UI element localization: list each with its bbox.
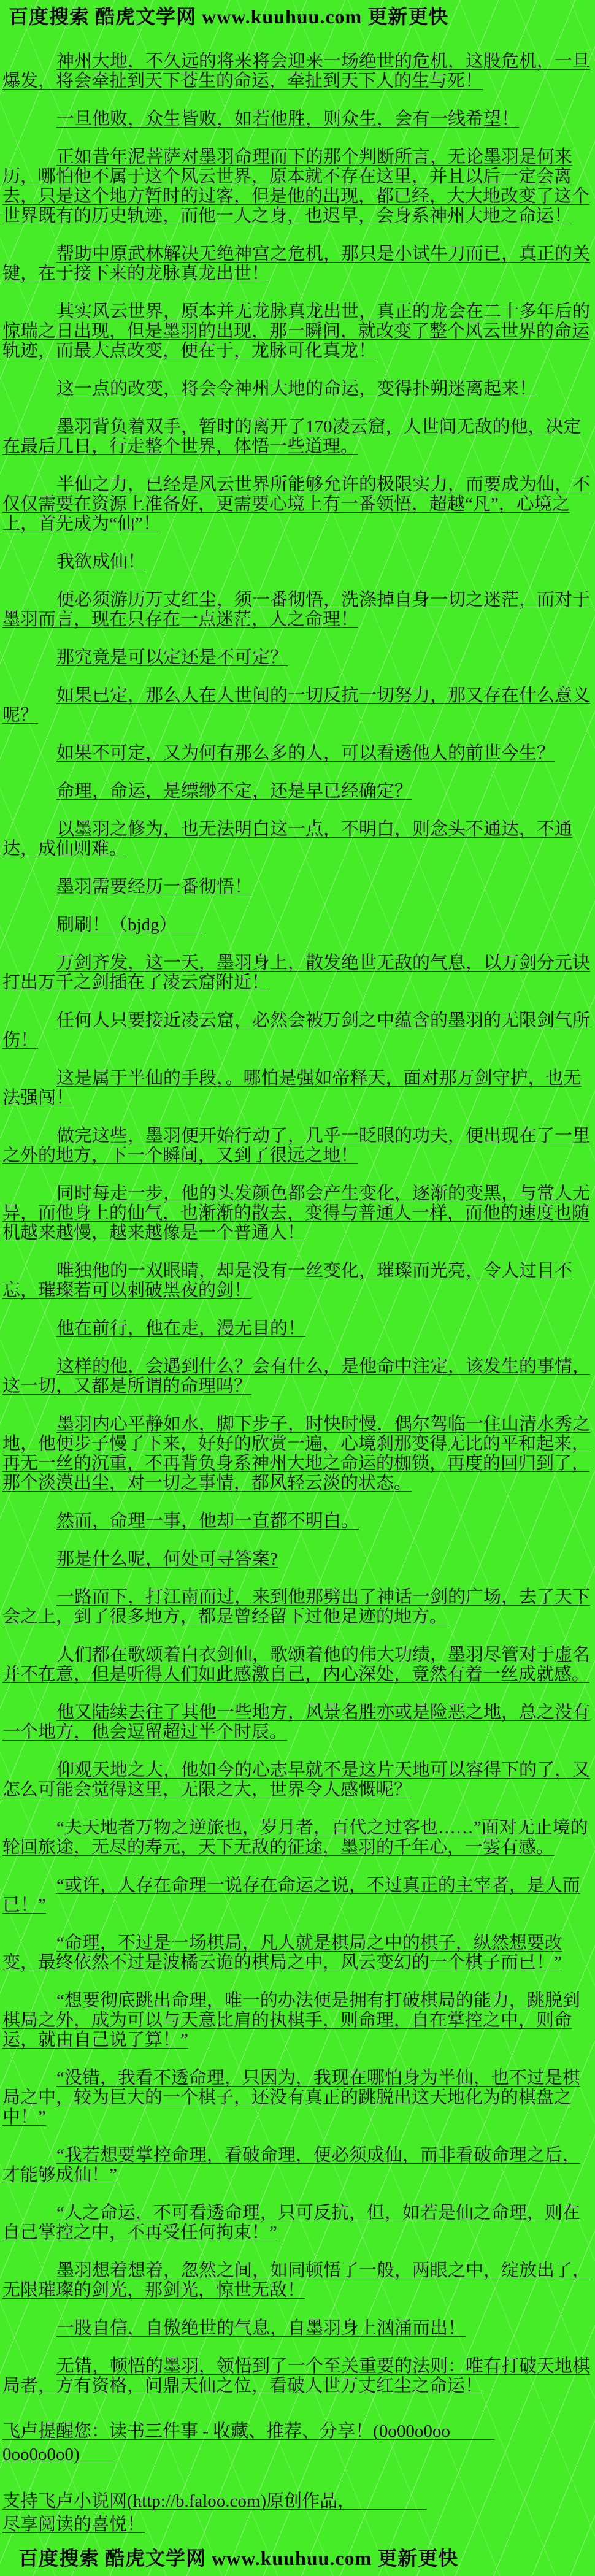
novel-paragraph: 仰观天地之大，他如今的心志早就不是这片天地可以容得下的了，又怎么可能会觉得这里，无限之大，世界令人感慨呢？ — [2, 1760, 591, 1800]
novel-paragraph: “命理，不过是一场棋局，凡人就是棋局之中的棋子，纵然想要改变，最终依然不过是波橘云诡的棋局之中，风云变幻的一个棋子而已！” — [2, 1933, 562, 1972]
novel-paragraph: “想要彻底跳出命理，唯一的办法便是拥有打破棋局的能力，跳脱到棋局之外，成为可以与天意比肩的执棋手，则命理，自在掌控之中，则命运，就由自己说了算！” — [2, 1991, 580, 2050]
novel-paragraph: 一股自信，自傲绝世的气息，自墨羽身上汹涌而出！ — [56, 2318, 466, 2338]
novel-paragraph: 如果不可定，又为何有那么多的人，可以看透他人的前世今生？ — [56, 743, 555, 763]
novel-paragraph: 这是属于半仙的手段，。哪怕是强如帝释天，面对那万剑守护，也无法强闯！ — [2, 1068, 582, 1108]
novel-paragraph: 这一点的改变，将会令神州大地的命运，变得扑朔迷离起来！ — [56, 379, 537, 399]
novel-paragraph: 命理，命运，是缥缈不定，还是早已经确定？ — [56, 781, 413, 801]
novel-paragraph: 神州大地，不久远的将来将会迎来一场绝世的危机，这股危机，一旦爆发，将会牵扯到天下苍生的命运，牵扯到天下人的生与死！ — [2, 52, 591, 91]
novel-paragraph: 无错，顿悟的墨羽，领悟到了一个至关重要的法则：唯有打破天地棋局者，方有资格，问鼎天仙之位，看破人世万丈红尘之命运！ — [2, 2356, 591, 2396]
novel-paragraph: “人之命运，不可看透命理，只可反抗，但，如若是仙之命理，则在自己掌控之中，不再受任何拘束！” — [2, 2203, 580, 2242]
novel-paragraph: 墨羽背负着双手，暂时的离开了170凌云窟，人世间无敌的他，决定在最后几日，行走整个世界，体悟一些道理。 — [2, 417, 582, 456]
faloo-reminder — [0, 2421, 595, 2464]
novel-paragraph: 便必须游历万丈红尘，须一番彻悟，洗涤掉自身一切之迷茫，而对于墨羽而言，现在只存在一点迷茫，人之命理！ — [2, 590, 591, 629]
novel-paragraph: 其实风云世界，原本并无龙脉真龙出世，真正的龙会在二十多年后的惊瑞之日出现，但是墨羽的出现，那一瞬间，就改变了整个风云世界的命运轨迹，而最大点改变，便在于，龙脉可化真龙！ — [2, 302, 591, 361]
novel-paragraph: 帮助中原武林解决无绝神宫之危机，那只是小试牛刀而已，真正的关键，在于接下来的龙脉真龙出世！ — [2, 244, 591, 283]
novel-paragraph: “没错，我看不透命理，只因为，我现在哪怕身为半仙，也不过是棋局之中，较为巨大的一个棋子，还没有真正的跳脱出这天地化为的棋盘之中！” — [2, 2068, 580, 2127]
support-line: 尽享阅读的喜悦！ — [2, 2515, 145, 2534]
novel-paragraph: 如果已定，那么人在人世间的一切反抗一切努力，那又存在什么意义呢？ — [2, 686, 591, 725]
novel-paragraph: 刷刷！（bjdg） — [56, 915, 204, 935]
novel-paragraph: 任何人只要接近凌云窟，必然会被万剑之中蕴含的墨羽的无限剑气所伤！ — [2, 1011, 591, 1050]
novel-paragraph: 那是什么呢，何处可寻答案? — [56, 1549, 278, 1569]
novel-paragraph: 他又陆续去往了其他一些地方，风景名胜亦或是险恶之地，总之没有一个地方，他会逗留超过半个时辰。 — [2, 1703, 591, 1742]
novel-paragraph: 他在前行，他在走，漫无目的！ — [56, 1319, 306, 1338]
site-banner-bottom: 百度搜索 酷虎文学网 www.kuuhuu.com 更新更快 — [18, 2547, 459, 2569]
novel-paragraph: 墨羽想着想着，忽然之间，如同顿悟了一般，两眼之中，绽放出了，无限璀璨的剑光，那剑光，惊世无敌！ — [2, 2261, 591, 2300]
novel-paragraph: 然而，命理一事，他却一直都不明白。 — [56, 1511, 359, 1531]
novel-paragraph: 墨羽需要经历一番彻悟！ — [56, 877, 253, 897]
novel-paragraph: “夫天地者万物之逆旅也，岁月者，百代之过客也……”面对无止境的轮回旅途，无尽的寿元，天下无敌的征途，墨羽的千年心，一霎有感。 — [2, 1818, 588, 1857]
faloo-support-note — [0, 2491, 595, 2534]
novel-paragraph: 半仙之力，已经是风云世界所能够允许的极限实力，而要成为仙，不仅仅需要在资源上准备好，更需要心境上有一番领悟，超越“凡”，心境之上，首先成为“仙”！ — [2, 475, 591, 534]
reminder-line: 飞卢提醒您：读书三件事 - 收藏、推荐、分享！(0o00o0oo — [2, 2421, 495, 2441]
novel-paragraph: 同时每走一步，他的头发颜色都会产生变化，逐渐的变黑，与常人无异，而他身上的仙气，也渐渐的散去，变得与普通人一样，而他的速度也随机越来越慢，越来越像是一个普通人！ — [2, 1184, 591, 1243]
novel-paragraph: “我若想要掌控命理，看破命理，便必须成仙，而非看破命理之后，才能够成仙！” — [2, 2145, 580, 2185]
novel-paragraph: 一旦他败，众生皆败，如若他胜，则众生，会有一线希望！ — [56, 109, 520, 129]
site-banner-top: 百度搜索 酷虎文学网 www.kuuhuu.com 更新更快 — [9, 6, 449, 28]
novel-paragraph: 正如昔年泥菩萨对墨羽命理而下的那个判断所言，无论墨羽是何来历，哪怕他不属于这个风云世界，原本就不存在这里，并且以后一定会离去，只是这个地方暂时的过客，但是他的出现，都已经，大大地改变了这个世界既有的历史轨迹，而他一人之身，也迟早，会身系神州大地之命运！ — [2, 147, 590, 226]
novel-body — [0, 29, 595, 2396]
novel-paragraph: 以墨羽之修为，也无法明白这一点，不明白，则念头不通达，不通达，成仙则难。 — [2, 819, 573, 859]
novel-paragraph: “或许，人存在命理一说存在命运之说，不过真正的主宰者，是人而已！” — [2, 1876, 580, 1915]
support-line: 支持飞卢小说网(http://b.faloo.com)原创作品， — [2, 2491, 427, 2511]
novel-paragraph: 做完这些，墨羽便开始行动了，几乎一眨眼的功夫，便出现在了一里之外的地方，下一个瞬间，又到了很远之地！ — [2, 1126, 591, 1165]
novel-paragraph: 万剑齐发，这一天，墨羽身上，散发绝世无敌的气息，以万剑分元诀打出万千之剑插在了凌云窟附近！ — [2, 953, 591, 992]
novel-paragraph: 人们都在歌颂着白衣剑仙，歌颂着他的伟大功绩，墨羽尽管对于虚名并不在意，但是听得人们如此感激自己，内心深处，竟然有着一丝成就感。 — [2, 1645, 591, 1684]
novel-paragraph: 我欲成仙！ — [56, 552, 146, 572]
novel-paragraph: 唯独他的一双眼睛，却是没有一丝变化，璀璨而光亮，令人过目不忘，璀璨若可以刺破黑夜的剑！ — [2, 1261, 573, 1300]
novel-paragraph: 那究竟是可以定还是不可定？ — [56, 648, 288, 667]
novel-paragraph: 墨羽内心平静如水，脚下步子，时快时慢，偶尔驾临一住山清水秀之地，他便步子慢了下来，好好的欣赏一遍，心境刹那变得无比的平和起来，再无一丝的沉重，不再背负身系神州大地之命运的枷锁，再度的回归到了，那个淡漠出尘，对一切之事情，都风轻云淡的状态。 — [2, 1414, 591, 1493]
reminder-line: 0oo0o0o0) — [2, 2445, 115, 2464]
novel-paragraph: 一路而下，打江南而过，来到他那劈出了神话一剑的广场，去了天下会之上，到了很多地方，都是曾经留下过他足迹的地方。 — [2, 1587, 591, 1627]
novel-paragraph: 这样的他，会遇到什么？会有什么，是他命中注定，该发生的事情，这一切，又都是所谓的命理吗？ — [2, 1357, 591, 1396]
